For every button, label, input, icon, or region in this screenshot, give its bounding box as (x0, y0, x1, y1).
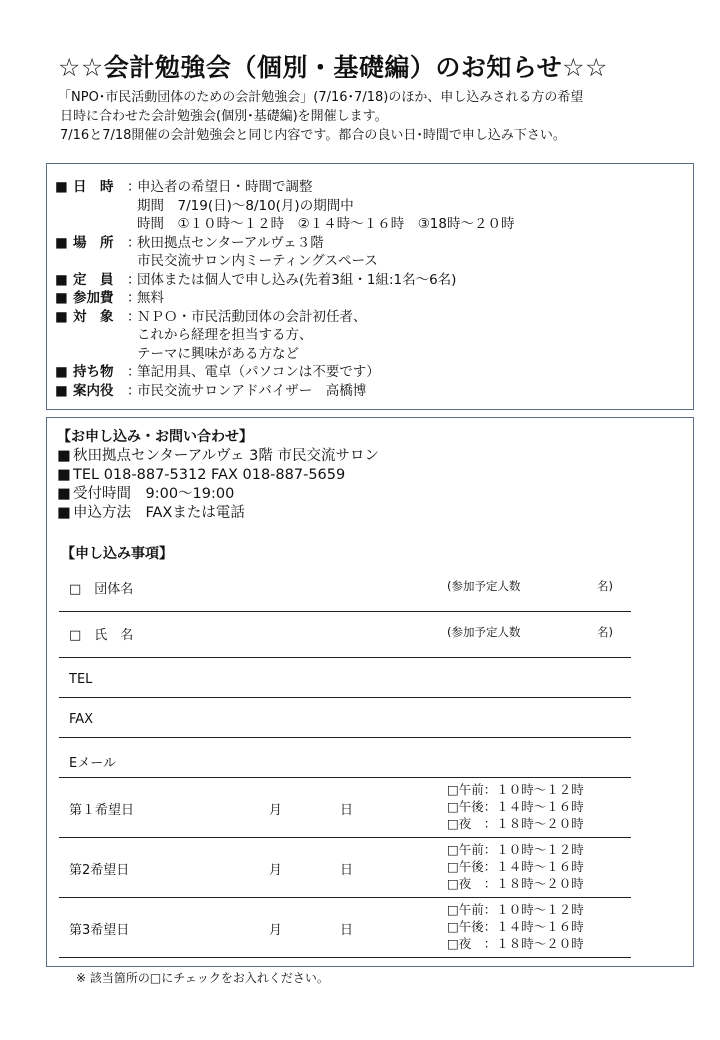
place-value-2: 市民交流サロン内ミーティングスペース (137, 253, 378, 269)
preference-label: 第１希望日 (69, 803, 135, 818)
datetime-period: 期間 7/19(日)～8/10(月)の期間中 (137, 197, 354, 214)
fee-value: 無料 (137, 290, 164, 306)
guide-row: ■ 案内役 ： 市民交流サロンアドバイザー 高橋博 (55, 382, 367, 399)
time-slot-options (447, 781, 584, 832)
intro-line-1: 「NPO･市民活動団体のための会計勉強会」(7/16･7/18)のほか、申し込みされる方の希望 (58, 90, 584, 105)
tel-label: TEL (69, 672, 93, 687)
application-form (59, 566, 631, 958)
person-name-row[interactable] (59, 612, 631, 658)
target-value-3: テーマに興味がある方など (137, 345, 299, 362)
slot-night-checkbox[interactable]: □夜 ：１８時～２０時 (447, 816, 584, 831)
square-bullet-icon: ■ (55, 234, 68, 251)
square-bullet-icon: ■ (55, 290, 68, 306)
slot-am-checkbox[interactable]: □午前：１０時～１２時 (447, 902, 584, 917)
fax-row[interactable] (59, 698, 631, 738)
slot-pm-checkbox[interactable]: □午後：１４時～１６時 (447, 859, 584, 874)
capacity-label: 定 員 (73, 271, 114, 288)
square-bullet-icon: ■ (55, 364, 68, 380)
application-box (46, 417, 694, 967)
guide-value: 市民交流サロンアドバイザー 高橋博 (137, 382, 367, 399)
month-label: 月 (269, 863, 283, 878)
target-row: ■ 対 象 ： ＮＰＯ・市民活動団体の会計初任者、 (55, 308, 367, 325)
items-row: ■ 持ち物 ： 筆記用具、電卓（パソコンは不要です） (55, 364, 380, 380)
participants-field: (参加予定人数 名) (447, 579, 613, 593)
square-bullet-icon: ■ (57, 467, 71, 483)
email-row[interactable] (59, 738, 631, 778)
contact-method: 申込方法 FAXまたは電話 (73, 505, 245, 521)
preference-label: 第3希望日 (69, 923, 130, 938)
capacity-row: ■ 定 員 ： 団体または個人で申し込み(先着3組・1組:1名～6名) (55, 271, 457, 288)
slot-night-checkbox[interactable]: □夜 ：１８時～２０時 (447, 876, 584, 891)
form-heading: 【申し込み事項】 (61, 546, 173, 562)
square-bullet-icon: ■ (57, 486, 71, 502)
square-bullet-icon: ■ (57, 448, 71, 464)
fee-row: ■ 参加費 ： 無料 (55, 290, 164, 306)
target-value-2: これから経理を担当する方、 (137, 327, 313, 343)
square-bullet-icon: ■ (55, 382, 68, 399)
contact-heading: 【お申し込み・お問い合わせ】 (57, 429, 253, 445)
event-details (55, 178, 515, 400)
place-value: 秋田拠点センターアルヴェ３階 (137, 234, 324, 251)
datetime-row: ■ 日 時 ： 申込者の希望日・時間で調整 (55, 179, 313, 195)
participants-field: (参加予定人数 名) (447, 625, 613, 639)
contact-info (57, 428, 379, 523)
fee-label: 参加費 (73, 290, 114, 306)
slot-am-checkbox[interactable]: □午前：１０時～１２時 (447, 782, 584, 797)
contact-venue: 秋田拠点センターアルヴェ 3階 市民交流サロン (73, 448, 379, 464)
time-slot-options (447, 901, 584, 952)
square-bullet-icon: ■ (55, 271, 68, 288)
items-label: 持ち物 (73, 364, 114, 380)
target-value: ＮＰＯ・市民活動団体の会計初任者、 (137, 308, 367, 325)
day-label: 日 (340, 863, 354, 878)
square-bullet-icon: ■ (55, 179, 68, 195)
intro-text (60, 88, 680, 145)
slot-night-checkbox[interactable]: □夜 ：１８時～２０時 (447, 936, 584, 951)
slot-pm-checkbox[interactable]: □午後：１４時～１６時 (447, 919, 584, 934)
preference-label: 第2希望日 (69, 863, 130, 878)
datetime-label: 日 時 (73, 179, 114, 195)
square-bullet-icon: ■ (55, 308, 68, 325)
datetime-value: 申込者の希望日・時間で調整 (137, 179, 313, 195)
place-label: 場 所 (73, 234, 114, 251)
day-label: 日 (340, 923, 354, 938)
time-slot-options (447, 841, 584, 892)
event-details-box (46, 163, 694, 410)
fax-label: FAX (69, 712, 94, 727)
intro-line-3: 7/16と7/18開催の会計勉強会と同じ内容です。都合の良い日･時間で申し込み下さい。 (60, 128, 566, 143)
month-label: 月 (269, 803, 283, 818)
datetime-times: 時間 ①１０時～１２時 ②１４時～１６時 ③18時～２０時 (137, 216, 515, 232)
page-title: ☆☆会計勉強会（個別・基礎編）のお知らせ☆☆ (58, 53, 608, 82)
preference-row-2[interactable] (59, 838, 631, 898)
footnote: ※ 該当箇所の□にチェックをお入れください。 (76, 971, 329, 985)
preference-row-3[interactable] (59, 898, 631, 958)
items-value: 筆記用具、電卓（パソコンは不要です） (137, 364, 380, 380)
target-label: 対 象 (73, 308, 114, 325)
intro-line-2: 日時に合わせた会計勉強会(個別･基礎編)を開催します。 (60, 109, 388, 124)
preference-row-1[interactable] (59, 778, 631, 838)
contact-hours: 受付時間 9:00～19:00 (73, 486, 235, 502)
square-bullet-icon: ■ (57, 505, 71, 521)
org-name-row[interactable] (59, 566, 631, 612)
month-label: 月 (269, 923, 283, 938)
place-row: ■ 場 所 ： 秋田拠点センターアルヴェ３階 (55, 234, 324, 251)
tel-row[interactable] (59, 658, 631, 698)
org-name-label: □ 団体名 (69, 582, 134, 597)
email-label: Eメール (69, 756, 116, 771)
slot-am-checkbox[interactable]: □午前：１０時～１２時 (447, 842, 584, 857)
capacity-value: 団体または個人で申し込み(先着3組・1組:1名～6名) (137, 271, 457, 288)
slot-pm-checkbox[interactable]: □午後：１４時～１６時 (447, 799, 584, 814)
person-name-label: □ 氏 名 (69, 628, 134, 643)
guide-label: 案内役 (73, 382, 114, 399)
day-label: 日 (340, 803, 354, 818)
contact-phone: TEL 018-887-5312 FAX 018-887-5659 (73, 467, 346, 483)
